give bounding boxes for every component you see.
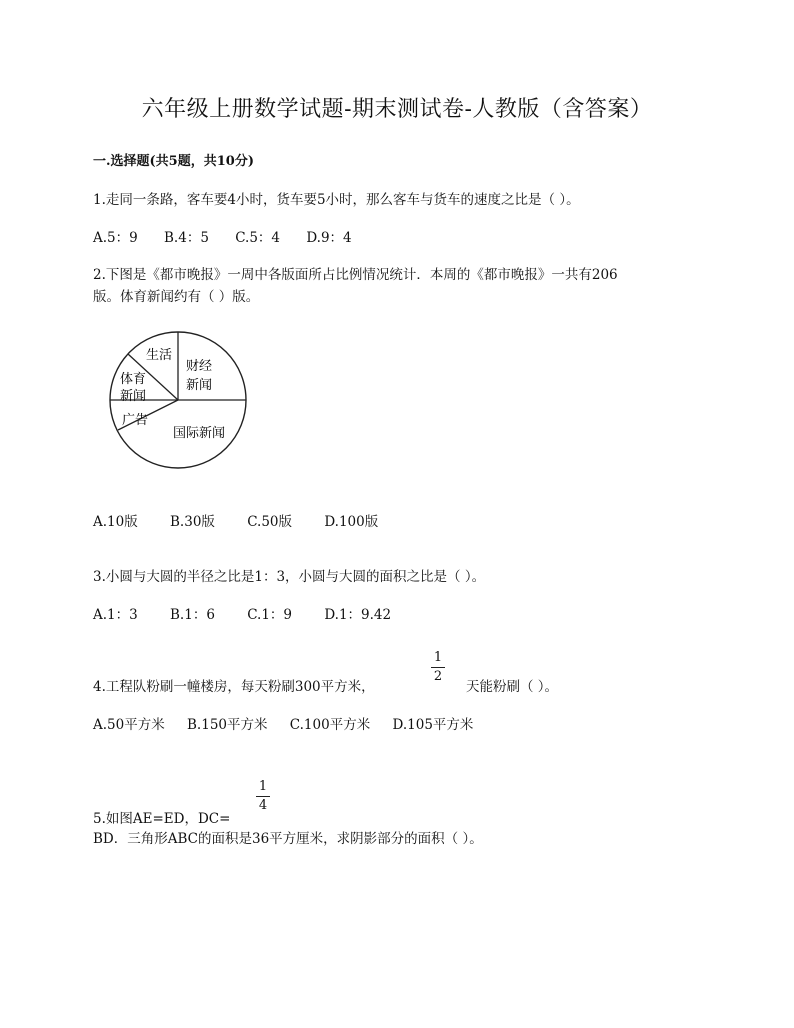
question-4-options [93,714,495,736]
pie-label-life: 生活 [146,348,173,363]
option-d[interactable]: D.1：9.42 [324,607,392,623]
option-d[interactable]: D.105平方米 [392,717,474,733]
question-2-line-2: 版。体育新闻约有（ ）版。 [93,289,260,305]
page-title: 六年级上册数学试题-期末测试卷-人教版（含答案） [141,97,653,122]
option-a[interactable]: A.10版 [93,514,138,530]
fraction-one-quarter [256,779,270,814]
pie-label-international: 国际新闻 [173,426,226,441]
fraction-bar [256,796,270,797]
question-3-options [93,604,413,626]
question-1-text: 1.走同一条路，客车要4小时，货车要5小时，那么客车与货车的速度之比是（ ）。 [93,192,580,208]
question-4-text-after: 天能粉刷（ ）。 [466,679,559,695]
question-3-text: 3.小圆与大圆的半径之比是1：3，小圆与大圆的面积之比是（ ）。 [93,569,486,585]
question-2-line-1: 2.下图是《都市晚报》一周中各版面所占比例情况统计．本周的《都市晚报》一共有206 [93,267,618,283]
option-d[interactable]: D.9：4 [306,230,352,246]
option-b[interactable]: B.150平方米 [187,717,268,733]
option-a[interactable]: A.50平方米 [93,717,165,733]
fraction-bar [431,667,445,668]
fraction-numerator: 1 [433,650,443,665]
pie-label-sports: 体育 [120,372,147,387]
pie-label-finance-news: 新闻 [186,378,213,393]
option-b[interactable]: B.1：6 [170,607,215,623]
option-a[interactable]: A.5：9 [93,230,138,246]
option-d[interactable]: D.100版 [324,514,379,530]
fraction-denominator: 2 [433,669,443,684]
option-a[interactable]: A.1：3 [93,607,138,623]
option-c[interactable]: C.50版 [247,514,293,530]
question-2-options [93,511,400,533]
fraction-one-half [431,650,445,685]
option-b[interactable]: B.4：5 [164,230,209,246]
fraction-denominator: 4 [258,798,268,813]
section-heading: 一.选择题(共5题，共10分) [93,154,254,169]
question-5-line-2: BD．三角形ABC的面积是36平方厘米，求阴影部分的面积（ ）。 [93,831,483,847]
question-4-text-before: 4.工程队粉刷一幢楼房，每天粉刷300平方米， [93,679,375,695]
option-b[interactable]: B.30版 [170,514,215,530]
question-1-options [93,227,374,249]
option-c[interactable]: C.5：4 [235,230,281,246]
option-c[interactable]: C.1：9 [247,607,293,623]
fraction-numerator: 1 [258,779,268,794]
option-c[interactable]: C.100平方米 [289,717,371,733]
pie-label-sports-news: 新闻 [120,389,147,404]
question-5-text-before: 5.如图AE=ED，DC= [93,811,231,827]
pie-label-ads: 广告 [122,413,149,428]
pie-chart-figure [100,326,260,476]
pie-label-finance: 财经 [186,359,213,374]
